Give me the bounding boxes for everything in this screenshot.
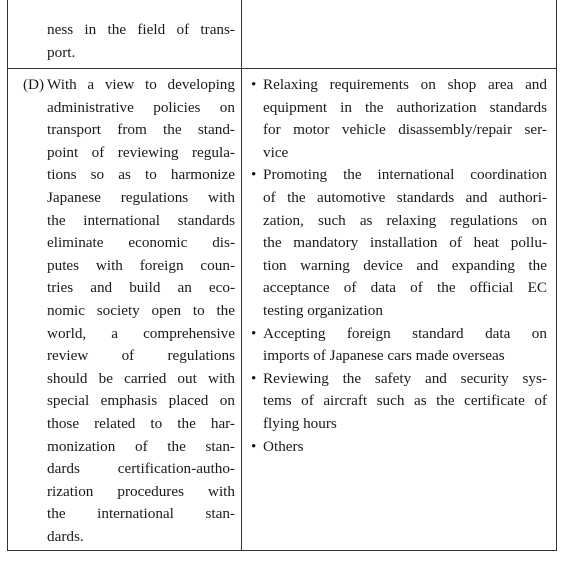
bullet-icon: •	[251, 76, 257, 93]
text-line: Japanese regulations with	[47, 188, 235, 206]
text-line: point of reviewing regula-	[47, 143, 235, 161]
text-line: equipment in the authorization standards	[263, 98, 547, 116]
text-line: port.	[47, 43, 76, 61]
text-line: vice	[263, 143, 289, 161]
text-line: ness in the field of trans-	[47, 21, 235, 38]
text-line: zation, such as relaxing regulations on	[263, 211, 547, 229]
row-divider	[8, 68, 556, 69]
bullet-icon: •	[251, 437, 257, 455]
text-line: review of regulations	[47, 347, 235, 365]
column-divider	[241, 0, 242, 550]
text-line: dards.	[47, 527, 84, 545]
text-line: eliminate economic dis-	[47, 234, 235, 252]
row-d-left-cell	[23, 74, 235, 548]
row-d-right-cell	[251, 74, 547, 458]
text-line: should be carried out with	[47, 369, 235, 387]
bullet-icon: •	[251, 369, 257, 387]
text-line: those related to the har-	[47, 414, 235, 432]
text-line: the international standards	[47, 211, 235, 229]
text-line: Promoting the international coordination	[263, 166, 547, 184]
bullet-item	[251, 323, 547, 368]
bullet-icon: •	[251, 166, 257, 184]
text-line: Relaxing requirements on shop area and	[263, 76, 547, 93]
text-line: Others	[263, 437, 304, 455]
text-line: nomic society open to the	[47, 301, 235, 319]
text-line: testing organization	[263, 301, 383, 319]
text-line: acceptance of data of the official EC	[263, 279, 547, 297]
text-line: tion warning device and expanding the	[263, 256, 547, 274]
text-line: tries and build an eco-	[47, 279, 235, 297]
text-line: for motor vehicle disassembly/repair ser-	[263, 121, 547, 139]
text-line: tions so as to harmonize	[47, 166, 235, 184]
text-line: the mandatory installation of heat pollu-	[263, 234, 547, 252]
text-line: imports of Japanese cars made overseas	[263, 347, 505, 365]
bullet-icon: •	[251, 324, 257, 342]
text-line: the international stan-	[47, 505, 235, 523]
bullet-item	[251, 164, 547, 322]
text-line: Reviewing the safety and security sys-	[263, 369, 547, 387]
text-line: world, a comprehensive	[47, 324, 235, 342]
text-line: administrative policies on	[47, 98, 235, 116]
text-line: monization of the stan-	[47, 437, 235, 455]
top-row-left-cell	[47, 19, 235, 64]
text-line: tems of aircraft such as the certificate of	[263, 392, 547, 410]
text-line: special emphasis placed on	[47, 392, 235, 410]
bullet-item	[251, 436, 547, 459]
text-line: rization procedures with	[47, 482, 235, 500]
text-line: With a view to developing	[47, 76, 235, 93]
text-line: transport from the stand-	[47, 121, 235, 139]
bullet-item	[251, 74, 547, 164]
text-line: of the automotive standards and authori-	[263, 188, 547, 206]
bullet-item	[251, 368, 547, 436]
text-line: dards certification-autho-	[47, 460, 235, 478]
item-marker: (D)	[23, 76, 45, 93]
text-line: putes with foreign coun-	[47, 256, 235, 274]
text-line: Accepting foreign standard data on	[263, 324, 547, 342]
text-line: flying hours	[263, 414, 337, 432]
policy-table	[7, 0, 557, 551]
